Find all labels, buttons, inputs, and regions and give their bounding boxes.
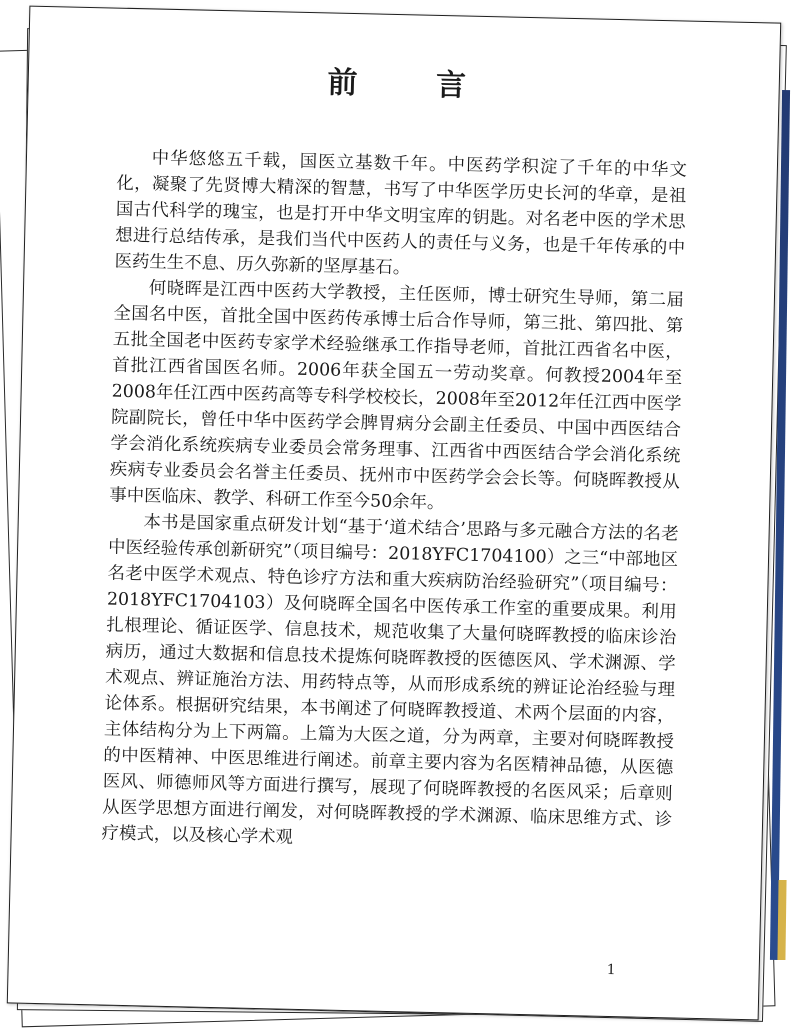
page-title: 前 言 xyxy=(327,65,501,105)
book-page xyxy=(7,6,781,1021)
page-content xyxy=(101,53,689,860)
cover-edge-gold xyxy=(777,880,786,960)
page-number: 1 xyxy=(606,961,616,979)
paragraph: 中华悠悠五千载，国医立基数千年。中医药学积淀了千年的中华文化，凝聚了先贤博大精深的智慧，书写了中华医学历史长河的华章，是祖国古代科学的瑰宝，也是打开中华文明宝库的钥匙。对名老中医的学术思想进行总结传承，是我们当代中医药人的责任与义务，也是千年传承的中医药生生不息、历久弥新的坚厚基石。 xyxy=(114,148,688,279)
paragraph: 何晓晖是江西中医药大学教授，主任医师，博士研究生导师，第二届全国名中医，首批全国中医药传承博士后合作导师，第三批、第四批、第五批全国老中医药专家学术经验继承工作指导老师，首批江西省名中医，首批江西省国医名师。2006年获全国五一劳动奖章。何教授2004年至2008年任江西中医药高等专科学校校长，2008年至2012年任江西中医学院副院长，曾任中华中医药学会脾胃病分会副主任委员、中国中西医结合学会消化系统疾病专业委员会常务理事、江西省中西医结合学会消化系统疾病专业委员会名誉主任委员、抚州市中医药学会会长等。何晓晖教授从事中医临床、教学、科研工作至今50余年。 xyxy=(109,278,685,514)
paragraph: 本书是国家重点研发计划“基于‘道术结合’思路与多元融合方法的名老中医经验传承创新研究”（项目编号：2018YFC1704100）之三“中部地区名老中医学术观点、特色诊疗方法和重大疾病防治经验研究”（项目编号：2018YFC1704103）及何晓晖全国名中医传承工作室的重要成果。利用扎根理论、循证医学、信息技术，规范收集了大量何晓晖教授的临床诊治病历，通过大数据和信息技术提炼何晓晖教授的医德医风、学术渊源、学术观点、辨证施治方法、用药特点等，从而形成系统的辨证论治经验与理论体系。根据研究结果，本书阐述了何晓晖教授道、术两个层面的内容，主体结构分为上下两篇。上篇为大医之道，分为两章，主要对何晓晖教授的中医精神、中医思维进行阐述。前章主要内容为名医精神品德，从医德医风、师德师风等方面进行撰写，展现了何晓晖教授的名医风采；后章则从医学思想方面进行阐发，对何晓晖教授的学术渊源、临床思维方式、诊疗模式，以及核心学术观 xyxy=(101,512,679,848)
